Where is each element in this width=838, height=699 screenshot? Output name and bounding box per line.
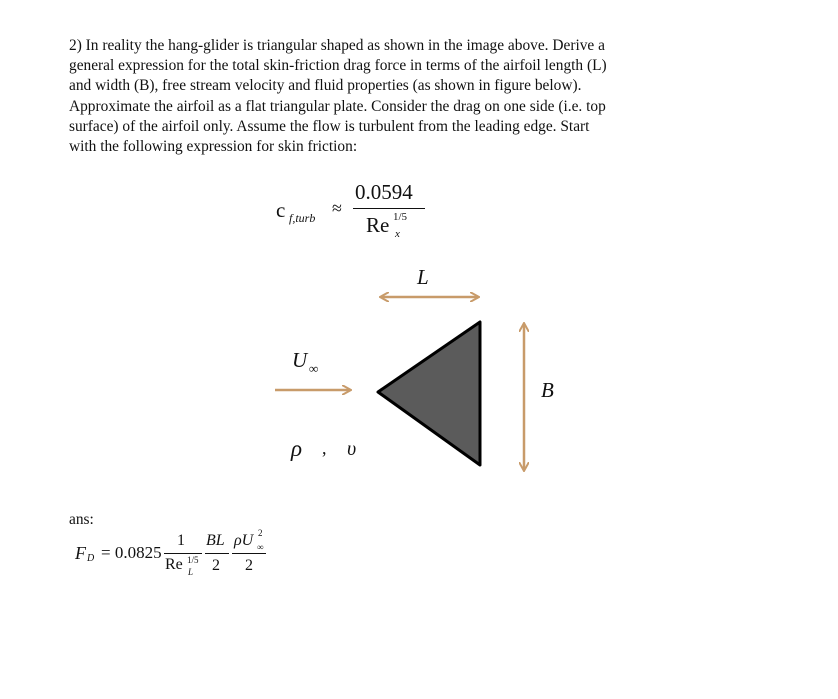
problem-line: and width (B), free stream velocity and fluid properties (as shown in figure below). [69,77,582,95]
answer-label: ans: [69,511,94,528]
problem-line: with the following expression for skin friction: [69,138,358,156]
problem-line: surface) of the airfoil only. Assume the flow is turbulent from the leading edge. Start [69,117,590,135]
answer-lhs-subscript: D [87,553,95,564]
problem-line: Approximate the airfoil as a flat triangular plate. Consider the drag on one side (i.e. top [69,97,606,115]
width-label: B [541,378,554,402]
frac3-numerator-sub: ∞ [257,542,264,552]
answer-coefficient: = 0.0825 [101,543,162,562]
frac3-numerator-sup: 2 [258,528,263,538]
velocity-label: U [292,348,308,372]
viscosity-label: υ [347,438,357,460]
frac1-denominator: Re [165,556,183,573]
problem-line: 2) In reality the hang-glider is triangular shaped as shown in the image above. Derive a [69,37,605,54]
frac1-numerator: 1 [177,532,185,549]
problem-line: general expression for the total skin-friction drag force in terms of the airfoil length (L) [69,57,607,75]
frac1-denominator-sup: 1/5 [187,555,199,565]
answer-lhs: F [75,543,86,563]
cf-symbol: c [276,198,286,222]
frac3-numerator: ρU [234,532,254,549]
formula-numerator: 0.0594 [355,180,413,204]
frac2-bar [205,553,229,554]
formula-denominator-base: Re [366,213,390,237]
frac2-numerator: BL [206,532,225,549]
frac1-bar [164,553,202,554]
frac2-denominator: 2 [212,557,220,574]
formula-denominator-sub: x [395,228,400,240]
triangular-plate [378,322,480,465]
frac3-denominator: 2 [245,557,253,574]
frac1-denominator-sub: L [188,567,194,577]
velocity-subscript: ∞ [309,361,319,376]
formula-denominator-sup: 1/5 [393,211,408,223]
symbol-separator: , [322,438,327,458]
cf-subscript: f,turb [289,211,316,225]
frac3-bar [232,553,266,554]
density-label: ρ [291,436,303,461]
length-label: L [417,265,429,289]
approx-symbol: ≈ [332,198,342,218]
